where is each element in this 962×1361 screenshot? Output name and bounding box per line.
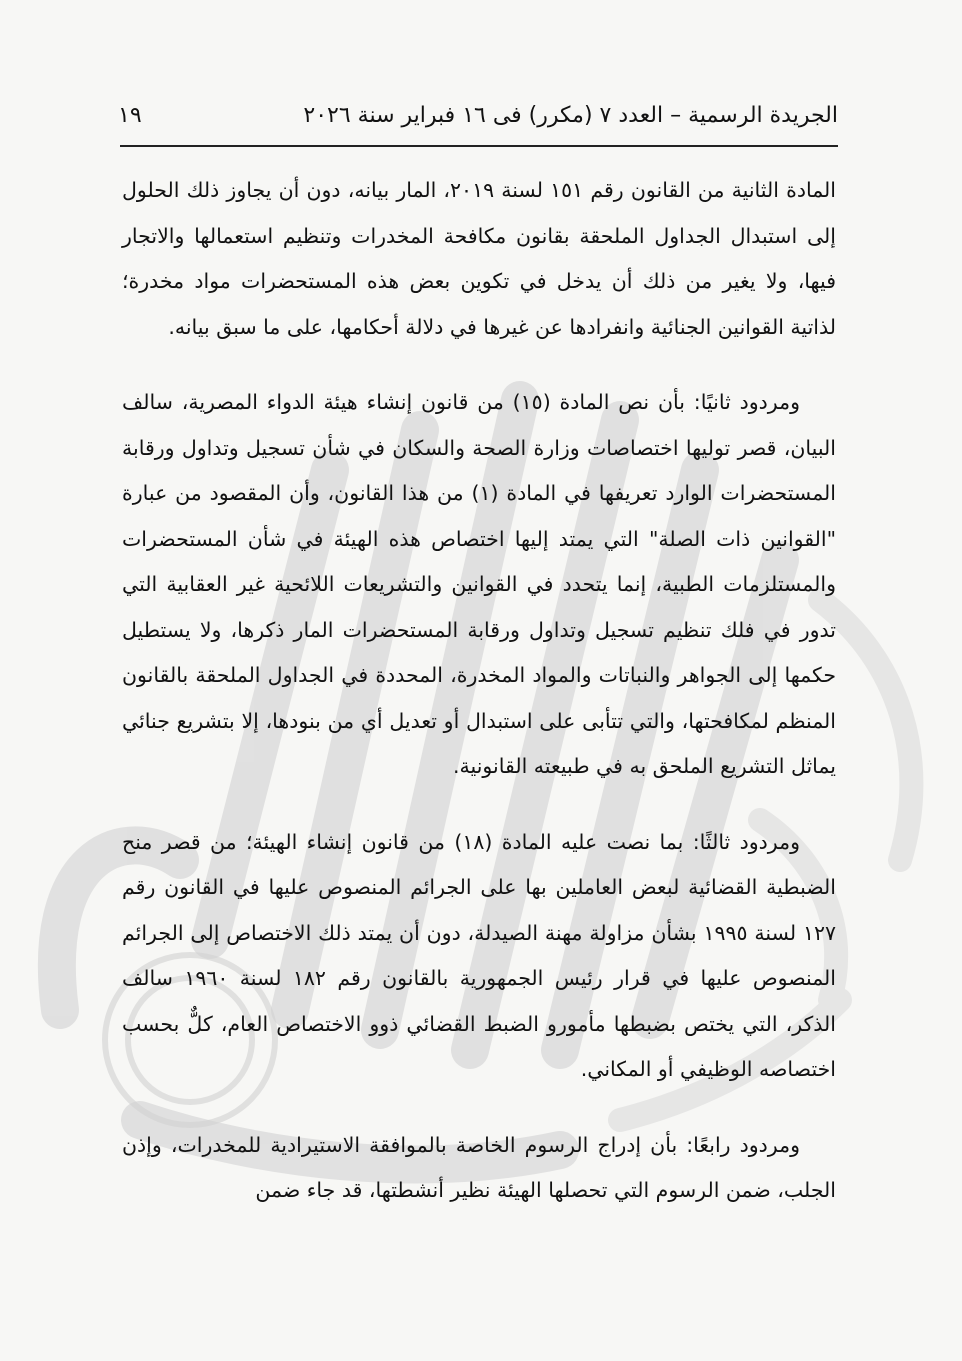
page-number: ١٩ (118, 103, 142, 128)
paragraph-1: المادة الثانية من القانون رقم ١٥١ لسنة ٢٠١٩، المار بيانه، دون أن يجاوز ذلك الحلول إلى استبدال الجداول الملحقة بقانون مكافحة المخدرات وتنظيم استعمالها والاتجار فيها، ولا يغير من ذلك أن يدخل في تكوين بعض هذه المستحضرات مواد مخدرة؛ لذاتية القوانين الجنائية وانفرادها عن غيرها في دلالة أحكامها، على ما سبق بيانه. (122, 178, 836, 339)
paragraph-4: ومردود رابعًا: بأن إدراج الرسوم الخاصة بالموافقة الاستيرادية للمخدرات، وإذن الجلب، ضمن الرسوم التي تحصلها الهيئة نظير أنشطتها، قد جاء ضمن (122, 1132, 836, 1202)
document-body (122, 168, 836, 1214)
paragraph-2: ومردود ثانيًا: بأن نص المادة (١٥) من قانون إنشاء هيئة الدواء المصرية، سالف البيان، قصر توليها اختصاصات وزارة الصحة والسكان في شأن تسجيل وتداول ورقابة المستحضرات الوارد تعريفها في المادة (١) من هذا القانون، وأن المقصود من عبارة "القوانين ذات الصلة" التي يمتد إليها اختصاص هذه الهيئة في شأن المستحضرات والمستلزمات الطبية، إنما يتحدد في القوانين والتشريعات اللائحية غير العقابية التي تدور في فلك تنظيم تسجيل وتداول ورقابة المستحضرات المار ذكرها، ولا يستطيل حكمها إلى الجواهر والنباتات والمواد المخدرة، المحددة في الجداول الملحقة بالقانون المنظم لمكافحتها، والتي تتأبى على استبدال أو تعديل أي من بنودها، إلا بتشريع جنائي يماثل التشريع الملحق به في طبيعته القانونية. (122, 390, 836, 778)
page-header (118, 100, 838, 140)
paragraph-3: ومردود ثالثًا: بما نصت عليه المادة (١٨) من قانون إنشاء الهيئة؛ من قصر منح الضبطية القضائية لبعض العاملين بها على الجرائم المنصوص عليها في القانون رقم ١٢٧ لسنة ١٩٩٥ بشأن مزاولة مهنة الصيدلة، دون أن يمتد ذلك الاختصاص إلى الجرائم المنصوص عليها في قرار رئيس الجمهورية بالقانون رقم ١٨٢ لسنة ١٩٦٠ سالف الذكر، التي يختص بضبطها مأمورو الضبط القضائي ذوو الاختصاص العام، كلٌّ بحسب اختصاصه الوظيفي أو المكاني. (122, 829, 837, 1081)
header-divider (120, 145, 838, 147)
gazette-title: الجريدة الرسمية – العدد ٧ (مكرر) فى ١٦ فبراير سنة ٢٠٢٦ (303, 103, 838, 128)
